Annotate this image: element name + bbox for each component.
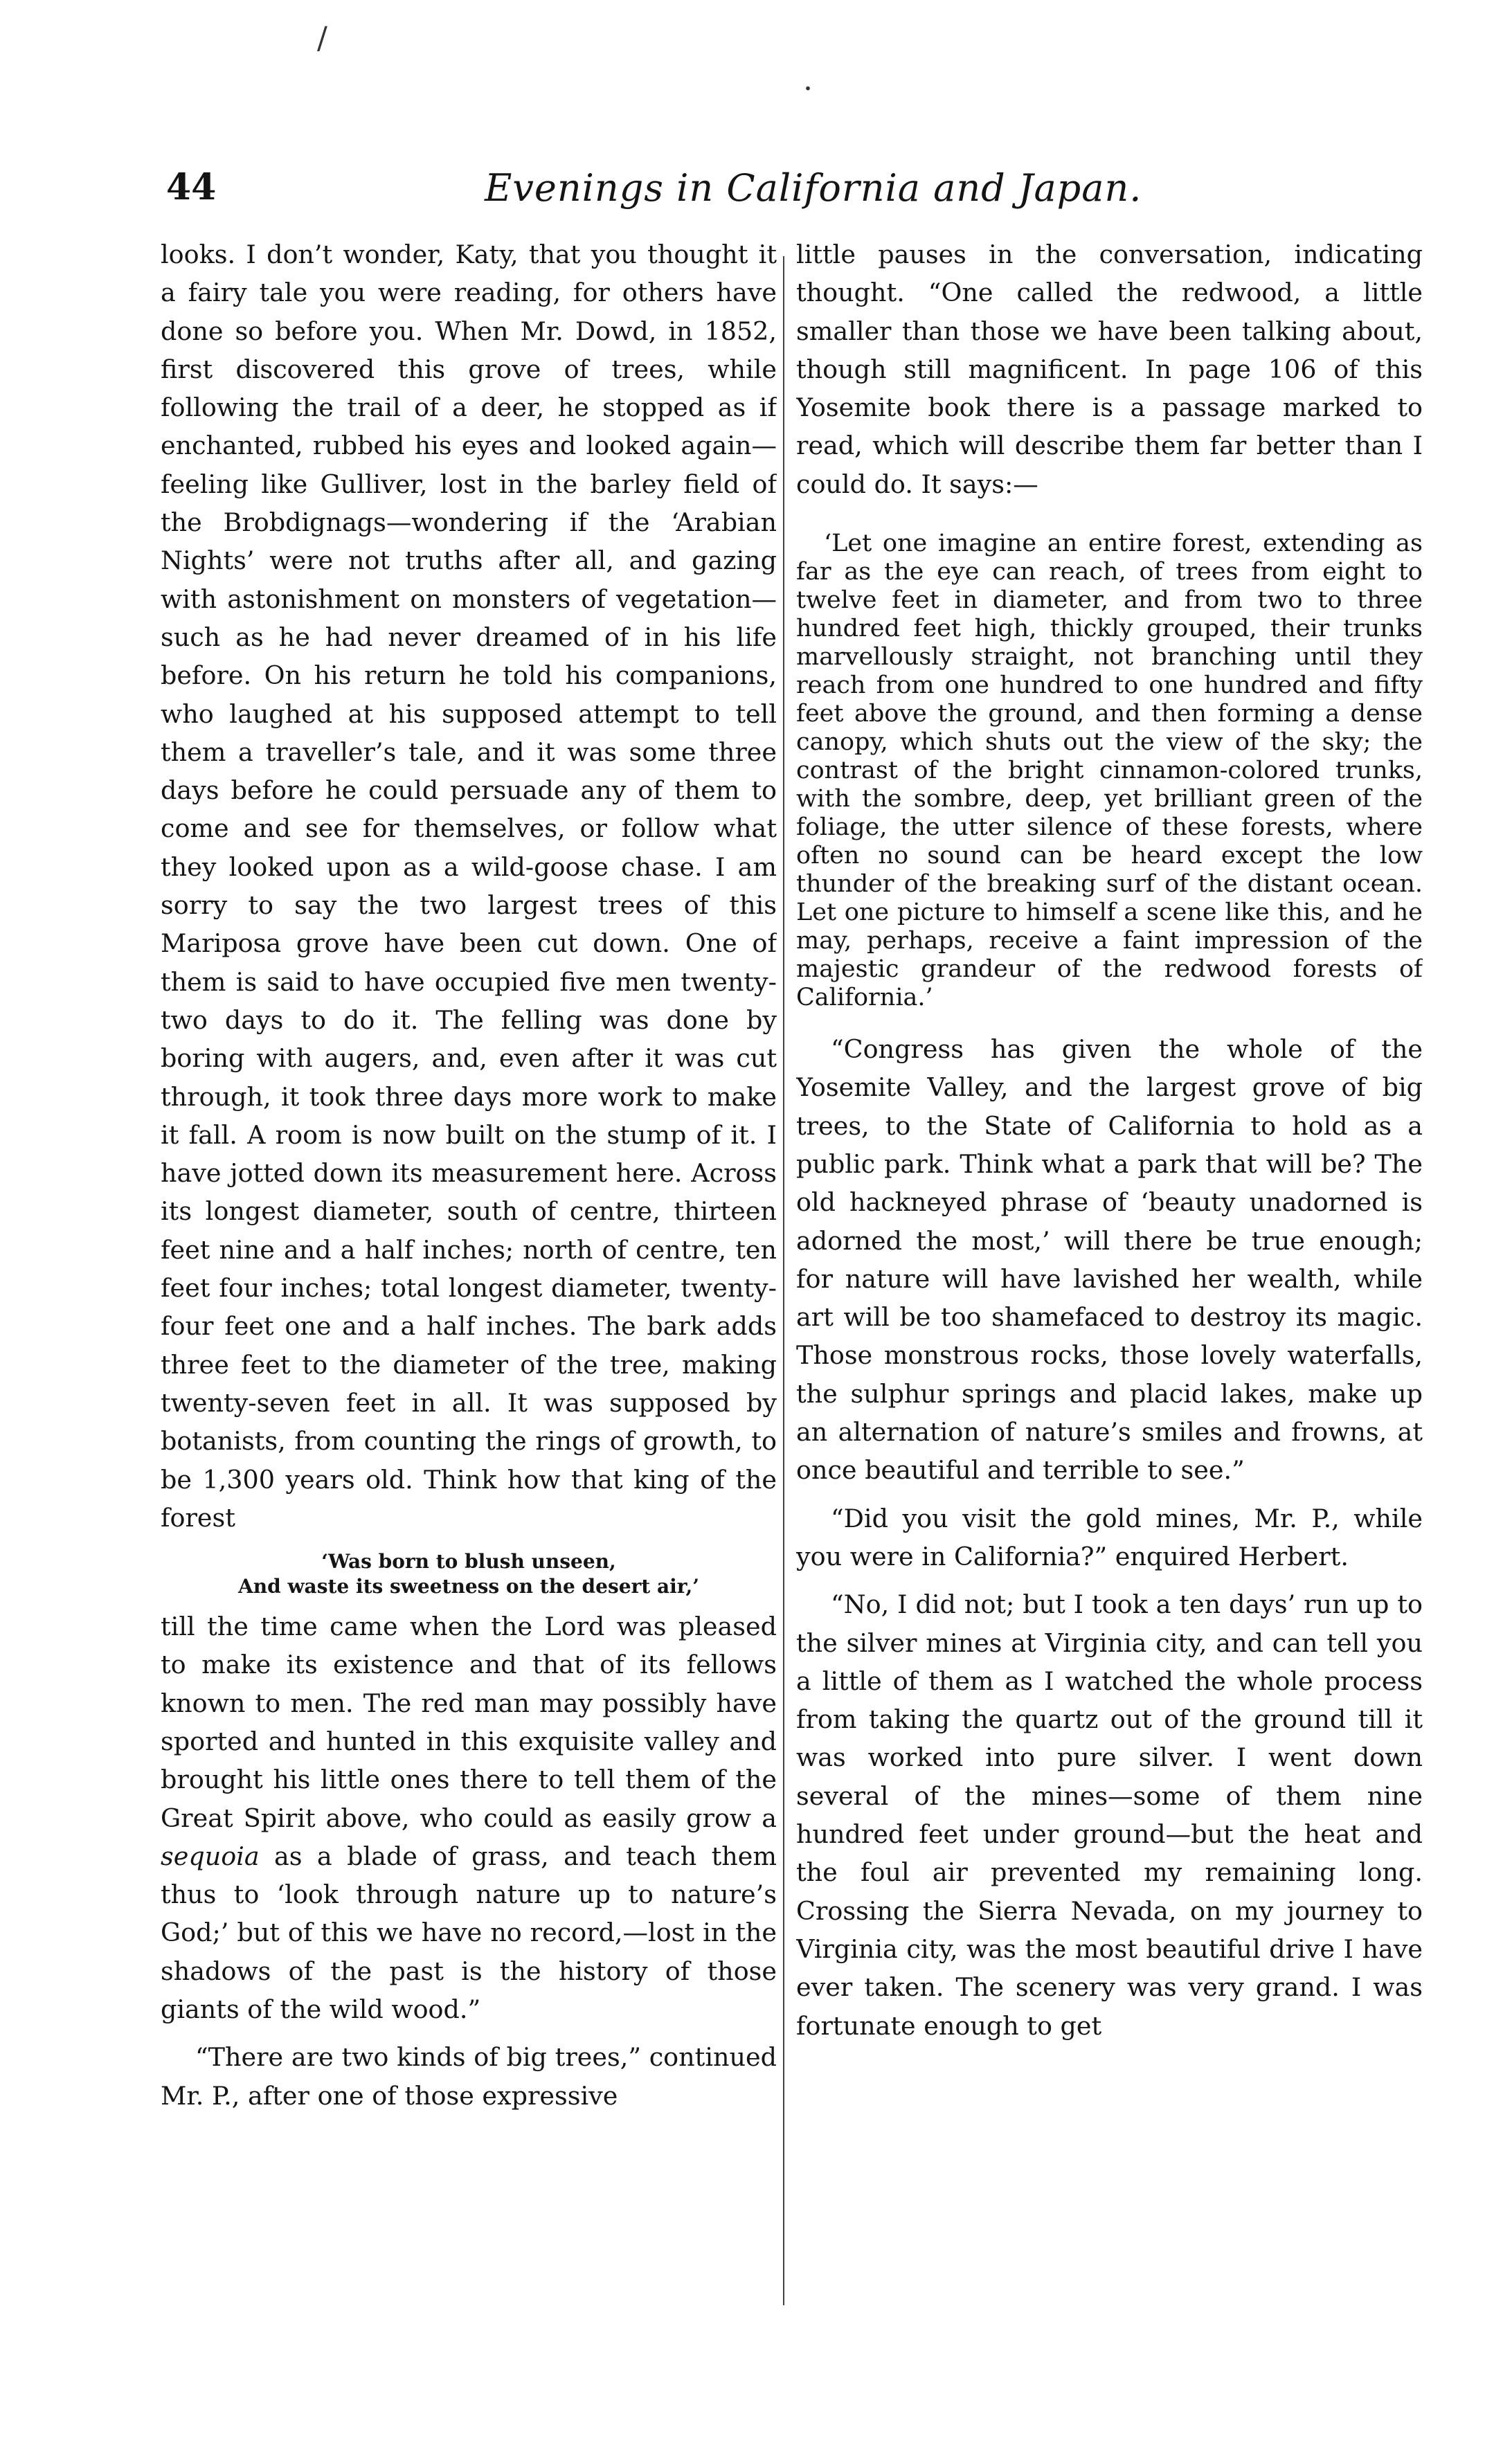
italic-word-sequoia: sequoia: [161, 1841, 260, 1871]
right-paragraph-4: “No, I did not; but I took a ten days’ run up to the silver mines at Virginia city, and can tell you a little of them as I watched the whole process from taking the quartz out of the ground till it was worked into pure silver. I went down several of the mines—some of them nine hundred feet under ground—but the heat and the foul air prevented my remaining long. Crossing the Sierra Nevada, on my journey to Virginia city, was the most beautiful drive I have ever taken. The scenery was very grand. I was fortunate enough to get: [796, 1589, 1423, 2041]
left-paragraph-2: [161, 1607, 777, 2028]
running-title: Evenings in California and Japan.: [485, 166, 1142, 210]
verse-quotation: [161, 1549, 777, 1599]
page-number: 44: [166, 166, 217, 208]
right-column: [796, 235, 1423, 2326]
left-paragraph-2-start: till the time came when the Lord was pleased to make its existence and that of its fellows known to men. The red man may possibly have sported and hunted in this exquisite valley and brought his little ones there to tell them of the Great Spirit above, who could as easily grow a: [161, 1612, 777, 1833]
verse-line-1: ‘Was born to blush unseen,: [321, 1550, 616, 1574]
left-paragraph-1: looks. I don’t wonder, Katy, that you thought it a fairy tale you were reading, for others have done so before you. When Mr. Dowd, in 1852, first discovered this grove of trees, while following the trail of a deer, he stopped as if enchanted, rubbed his eyes and looked again—feeling like Gulliver, lost in the barley field of the Brobdignags—wondering if the ‘Arabian Nights’ were not truths after all, and gazing with astonishment on monsters of vegetation—such as he had never dreamed of in his life before. On his return he told his companions, who laughed at his supposed attempt to tell them a traveller’s tale, and it was some three days before he could persuade any of them to come and see for themselves, or follow what they looked upon as a wild-goose chase. I am sorry to say the two largest trees of this Mariposa grove have been cut down. One of them is said to have occupied five men twenty-two days to do it. The felling was done by boring with augers, and, even after it was cut through, it took three days more work to make it fall. A room is now built on the stump of it. I have jotted down its measurement here. Across its longest diameter, south of centre, thirteen feet nine and a half inches; north of centre, ten feet four inches; total longest diameter, twenty-four feet one and a half inches. The bark adds three feet to the diameter of the tree, making twenty-seven feet in all. It was supposed by botanists, from counting the rings of growth, to be 1,300 years old. Think how that king of the forest: [161, 240, 777, 1533]
stray-dot-mark: .: [803, 62, 813, 98]
right-paragraph-1: little pauses in the conversation, indicating thought. “One called the redwood, a little smaller than those we have been talking about, though still magnificent. In page 106 of this Yosemite book there is a passage marked to read, which will describe them far better than I could do. It says:—: [796, 240, 1423, 499]
right-paragraph-2: “Congress has given the whole of the Yosemite Valley, and the largest grove of big trees, to the State of California to hold as a public park. Think what a park that will be? The old hackneyed phrase of ‘beauty unadorned is adorned the most,’ will there be true enough; for nature will have lavished her wealth, while art will be too shamefaced to destroy its magic. Those monstrous rocks, those lovely waterfalls, the sulphur springs and placid lakes, make up an alternation of nature’s smiles and frowns, at once beautiful and terrible to see.”: [796, 1034, 1423, 1486]
redwood-quotation: ‘Let one imagine an entire forest, extending as far as the eye can reach, of trees from eight to twelve feet in diameter, and from two to three hundred feet high, thickly grouped, their trunks marvellously straight, not branching until they reach from one hundred to one hundred and fifty feet above the ground, and then forming a dense canopy, which shuts out the view of the sky; the contrast of the bright cinnamon-colored trunks, with the sombre, deep, yet brilliant green of the foliage, the utter silence of these forests, where often no sound can be heard except the low thunder of the breaking surf of the distant ocean. Let one picture to himself a scene like this, and he may, perhaps, receive a faint impression of the majestic grandeur of the redwood forests of California.’: [796, 530, 1423, 1012]
right-paragraph-3: “Did you visit the gold mines, Mr. P., while you were in California?” enquired Herbert.: [796, 1503, 1423, 1571]
left-paragraph-2-end: as a blade of grass, and teach them thus to ‘look through nature up to nature’s God;’ but of this we have no record,—lost in the shadows of the past is the history of those giants of the wild wood.”: [161, 1841, 777, 2025]
left-paragraph-3: “There are two kinds of big trees,” continued Mr. P., after one of those expressive: [161, 2042, 777, 2111]
stray-slash-mark: /: [317, 21, 327, 56]
column-divider: [783, 256, 784, 2305]
left-column: [161, 235, 777, 2326]
page-header: [0, 166, 1512, 235]
verse-line-2: And waste its sweetness on the desert air,’: [238, 1575, 699, 1598]
